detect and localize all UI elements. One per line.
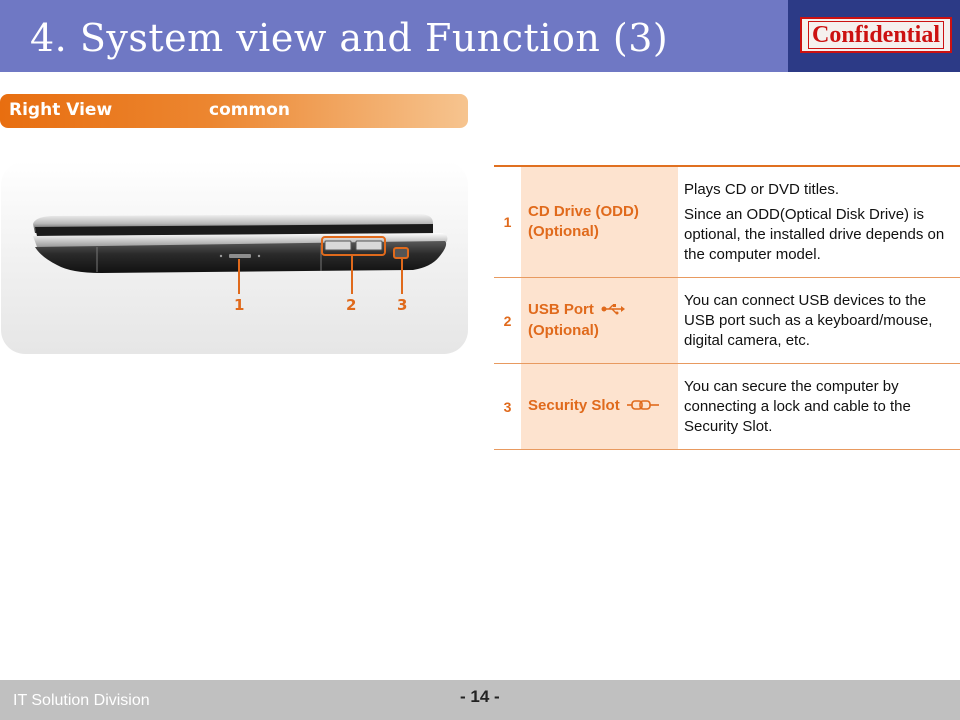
- table-row: [494, 166, 960, 278]
- feature-name-line1: USB Port: [528, 301, 594, 319]
- feature-description: [678, 278, 960, 364]
- feature-name: [521, 166, 678, 278]
- feature-number: 3: [494, 364, 521, 450]
- lock-chain-icon: [627, 397, 659, 417]
- feature-name-line1: CD Drive (ODD): [528, 203, 639, 220]
- laptop-right-view-image: [1, 161, 468, 354]
- feature-name-line2: (Optional): [528, 321, 599, 339]
- section-title: Right View: [9, 100, 113, 120]
- feature-name: [521, 278, 678, 364]
- feature-desc-line: You can secure the computer by connecting a lock and cable to the Security Slot.: [684, 377, 911, 435]
- feature-description: [678, 166, 960, 278]
- feature-desc-line: Since an ODD(Optical Disk Drive) is optional, the installed drive depends on the computer model.: [684, 205, 945, 263]
- section-header: [0, 94, 468, 128]
- feature-name: [521, 364, 678, 450]
- usb-port-2: [356, 241, 382, 250]
- page-title: 4. System view and Function (3): [30, 16, 669, 60]
- security-slot: [394, 248, 408, 258]
- section-subtitle: common: [209, 100, 290, 120]
- usb-icon: [601, 301, 625, 321]
- odd-eject-button: [229, 254, 251, 258]
- footer-division: IT Solution Division: [13, 692, 150, 709]
- feature-name-line2: (Optional): [528, 223, 599, 240]
- table-row: [494, 364, 960, 450]
- feature-table: [494, 165, 960, 450]
- callout-2: 2: [346, 296, 357, 314]
- confidential-stamp: [800, 17, 952, 53]
- header-bar: [0, 0, 788, 72]
- footer-bar: [0, 680, 960, 720]
- feature-description: [678, 364, 960, 450]
- page-number: - 14 -: [460, 687, 500, 706]
- feature-desc-line: You can connect USB devices to the USB port such as a keyboard/mouse, digital camera, etc.: [684, 291, 933, 349]
- callout-3: 3: [397, 296, 408, 314]
- feature-name-line1: Security Slot: [528, 397, 620, 415]
- feature-desc-line: Plays CD or DVD titles.: [684, 180, 840, 198]
- confidential-label: Confidential: [808, 21, 944, 49]
- table-row: [494, 278, 960, 364]
- feature-number: 1: [494, 166, 521, 278]
- usb-port-1: [325, 241, 351, 250]
- laptop-side-illustration: [1, 161, 468, 354]
- feature-number: 2: [494, 278, 521, 364]
- callout-1: 1: [234, 296, 245, 314]
